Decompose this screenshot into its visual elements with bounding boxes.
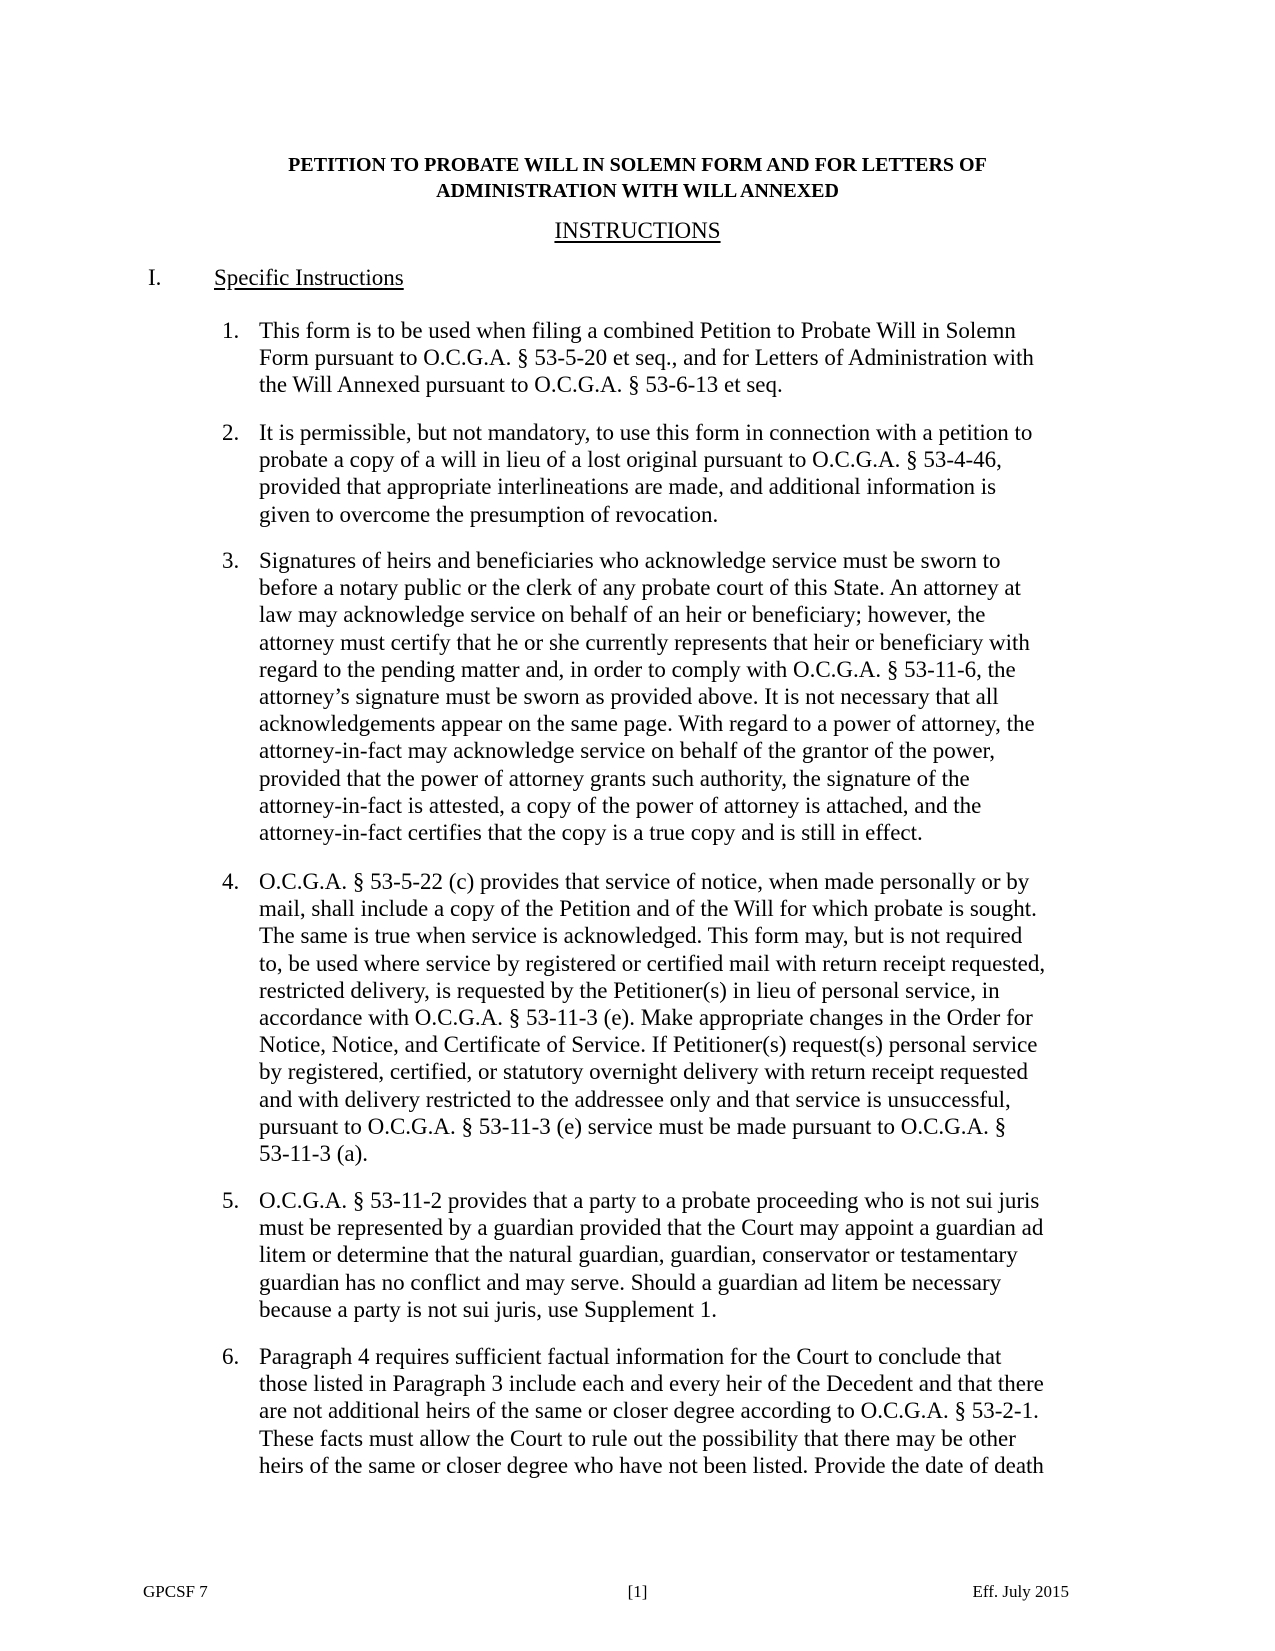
instruction-text-line: pursuant to O.C.G.A. § 53-11-3 (e) service must be made pursuant to O.C.G.A. § [259, 1113, 1007, 1139]
instruction-text-line: and with delivery restricted to the addressee only and that service is unsuccessful, [259, 1086, 1011, 1112]
instruction-text-line: before a notary public or the clerk of any probate court of this State. An attorney at [259, 575, 1021, 601]
instruction-text-line: heirs of the same or closer degree who have not been listed. Provide the date of death [259, 1452, 1044, 1478]
instruction-text-line: It is permissible, but not mandatory, to use this form in connection with a petition to [259, 420, 1033, 445]
instruction-text-line: mail, shall include a copy of the Petition and of the Will for which probate is sought. [259, 896, 1037, 922]
footer-form-id: GPCSF 7 [143, 1582, 208, 1601]
instruction-number: 4. [222, 869, 240, 894]
instruction-text-line: restricted delivery, is requested by the Petitioner(s) in lieu of personal service, in [259, 977, 1000, 1003]
instruction-text-line: given to overcome the presumption of revocation. [259, 501, 719, 527]
title-line-1: PETITION TO PROBATE WILL IN SOLEMN FORM AND FOR LETTERS OF [288, 154, 987, 176]
section-number: I. [148, 265, 162, 290]
instruction-text-line: law may acknowledge service on behalf of an heir or beneficiary; however, the [259, 602, 986, 628]
section-label: Specific Instructions [214, 265, 404, 290]
instruction-text-line: provided that the power of attorney grants such authority, the signature of the [259, 765, 970, 791]
instruction-text-line: O.C.G.A. § 53-11-2 provides that a party to a probate proceeding who is not sui juris [259, 1188, 1040, 1213]
footer-page-number: [1] [627, 1582, 648, 1601]
instruction-text-line: 53-11-3 (a). [259, 1140, 368, 1166]
instruction-text [259, 1343, 1044, 1479]
instruction-text-line: acknowledgements appear on the same page. With regard to a power of attorney, the [259, 711, 1035, 737]
instruction-text-line: litem or determine that the natural guardian, guardian, conservator or testamentary [259, 1242, 1018, 1268]
instructions-heading-text: INSTRUCTIONS [554, 218, 721, 243]
instruction-text-line: attorney’s signature must be sworn as provided above. It is not necessary that all [259, 683, 999, 709]
instruction-text-line: by registered, certified, or statutory overnight delivery with return receipt requested [259, 1059, 1028, 1085]
instruction-text [259, 547, 1035, 846]
instruction-text-line: Notice, Notice, and Certificate of Service. If Petitioner(s) request(s) personal service [259, 1032, 1038, 1058]
instruction-text-line: These facts must allow the Court to rule out the possibility that there may be other [259, 1425, 1016, 1451]
instructions-heading [0, 217, 1275, 245]
instruction-text-line: O.C.G.A. § 53-5-22 (c) provides that service of notice, when made personally or by [259, 869, 1030, 894]
title-line-2: ADMINISTRATION WITH WILL ANNEXED [436, 180, 839, 202]
instruction-text-line: those listed in Paragraph 3 include each and every heir of the Decedent and that there [259, 1371, 1044, 1397]
instruction-text-line: guardian has no conflict and may serve. Should a guardian ad litem be necessary [259, 1269, 1002, 1295]
instruction-number: 5. [222, 1188, 240, 1213]
footer-effective-date: Eff. July 2015 [972, 1582, 1069, 1601]
instruction-number: 2. [222, 420, 240, 445]
instruction-text [259, 868, 1045, 1167]
instruction-text-line: probate a copy of a will in lieu of a lost original pursuant to O.C.G.A. § 53-4-46, [259, 447, 1002, 473]
instruction-text-line: attorney-in-fact may acknowledge service on behalf of the grantor of the power, [259, 738, 996, 764]
instruction-text-line: are not additional heirs of the same or closer degree according to O.C.G.A. § 53-2-1. [259, 1398, 1039, 1424]
instruction-text-line: Paragraph 4 requires sufficient factual information for the Court to conclude that [259, 1344, 1002, 1369]
instruction-text [259, 419, 1032, 528]
instruction-text-line: regard to the pending matter and, in order to comply with O.C.G.A. § 53-11-6, the [259, 656, 1016, 682]
instruction-text-line: The same is true when service is acknowledged. This form may, but is not required [259, 923, 1023, 949]
instruction-text [259, 317, 1034, 399]
instruction-text-line: This form is to be used when filing a combined Petition to Probate Will in Solemn [259, 318, 1016, 343]
instruction-text-line: must be represented by a guardian provided that the Court may appoint a guardian ad [259, 1215, 1044, 1241]
instruction-number: 6. [222, 1344, 240, 1369]
instruction-text-line: because a party is not sui juris, use Supplement 1. [259, 1296, 718, 1322]
instruction-text-line: Form pursuant to O.C.G.A. § 53-5-20 et seq., and for Letters of Administration with [259, 345, 1034, 371]
instruction-text [259, 1187, 1043, 1323]
instruction-text-line: Signatures of heirs and beneficiaries who acknowledge service must be sworn to [259, 548, 1001, 573]
instruction-text-line: the Will Annexed pursuant to O.C.G.A. § 53-6-13 et seq. [259, 372, 783, 398]
instruction-text-line: attorney must certify that he or she currently represents that heir or beneficiary with [259, 629, 1030, 655]
instruction-number: 1. [222, 318, 240, 343]
instruction-text-line: provided that appropriate interlineations are made, and additional information is [259, 474, 997, 500]
instruction-text-line: to, be used where service by registered or certified mail with return receipt requested, [259, 950, 1046, 976]
instruction-number: 3. [222, 548, 240, 573]
instruction-text-line: attorney-in-fact is attested, a copy of the power of attorney is attached, and the [259, 792, 982, 818]
instruction-text-line: accordance with O.C.G.A. § 53-11-3 (e). Make appropriate changes in the Order for [259, 1004, 1033, 1030]
document-title [0, 152, 1275, 204]
instruction-text-line: attorney-in-fact certifies that the copy is a true copy and is still in effect. [259, 819, 923, 845]
